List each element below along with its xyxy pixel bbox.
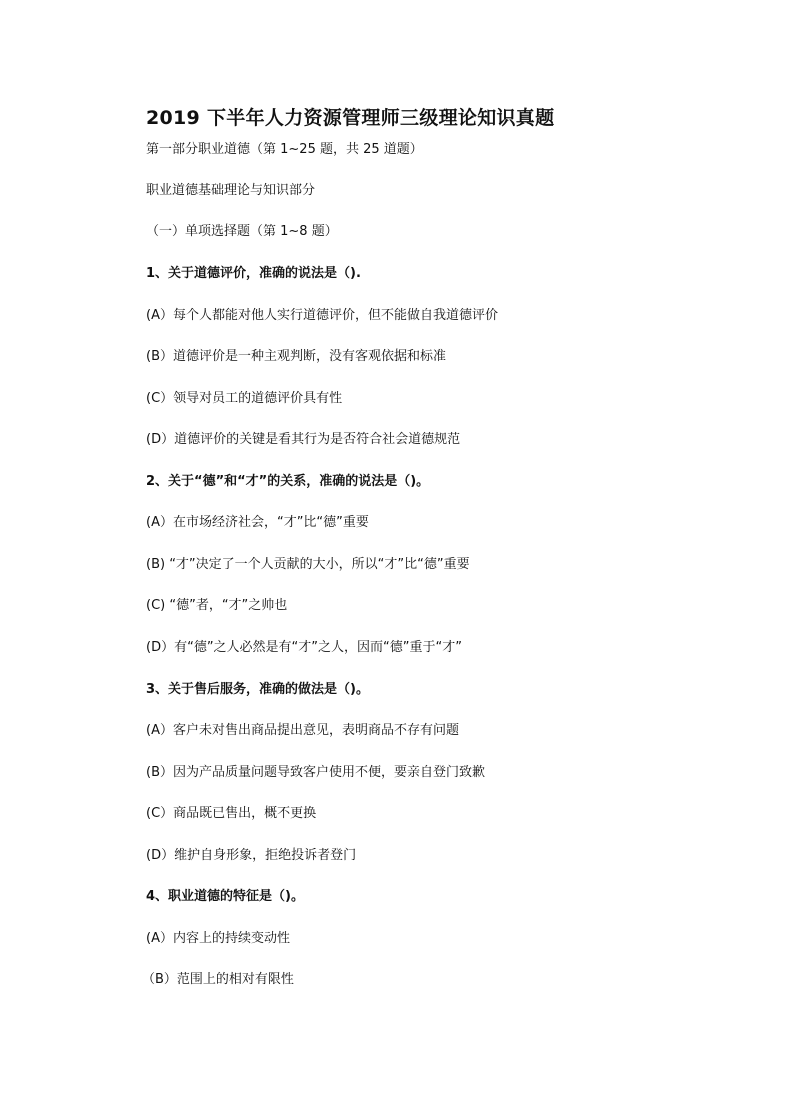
question-option: (A）每个人都能对他人实行道德评价，但不能做自我道德评价 bbox=[146, 308, 498, 323]
question-option: (D）道德评价的关键是看其行为是否符合社会道德规范 bbox=[146, 432, 461, 447]
question-stem: 3、关于售后服务，准确的做法是（)。 bbox=[146, 682, 369, 697]
question-option: (A）在市场经济社会，“才”比“德”重要 bbox=[146, 515, 369, 530]
question-option: (D）维护自身形象，拒绝投诉者登门 bbox=[146, 848, 357, 863]
question-option: (C) “德”者，“才”之帅也 bbox=[146, 598, 288, 613]
subsection-heading: （一）单项选择题（第 1~8 题） bbox=[146, 224, 338, 239]
part-heading: 第一部分职业道德（第 1~25 题，共 25 道题） bbox=[146, 142, 423, 157]
question-stem: 1、关于道德评价，准确的说法是（). bbox=[146, 266, 361, 281]
question-option: (D）有“德”之人必然是有“才”之人，因而“德”重于“才” bbox=[146, 640, 462, 655]
question-option: (A）客户未对售出商品提出意见，表明商品不存有问题 bbox=[146, 723, 459, 738]
question-stem: 2、关于“德”和“才”的关系，准确的说法是（)。 bbox=[146, 474, 430, 489]
question-option: (B）道德评价是一种主观判断，没有客观依据和标准 bbox=[146, 349, 446, 364]
question-option: (C）商品既已售出，概不更换 bbox=[146, 806, 317, 821]
question-option: (B）因为产品质量问题导致客户使用不便，要亲自登门致歉 bbox=[146, 765, 485, 780]
question-option: （B）范围上的相对有限性 bbox=[142, 972, 294, 987]
question-option: (B) “才”决定了一个人贡献的大小，所以“才”比“德”重要 bbox=[146, 557, 470, 572]
question-option: (C）领导对员工的道德评价具有性 bbox=[146, 391, 343, 406]
question-option: (A）内容上的持续变动性 bbox=[146, 931, 290, 946]
section-heading: 职业道德基础理论与知识部分 bbox=[146, 183, 316, 198]
question-stem: 4、职业道德的特征是（)。 bbox=[146, 889, 304, 904]
document-title: 2019 下半年人力资源管理师三级理论知识真题 bbox=[146, 107, 555, 129]
